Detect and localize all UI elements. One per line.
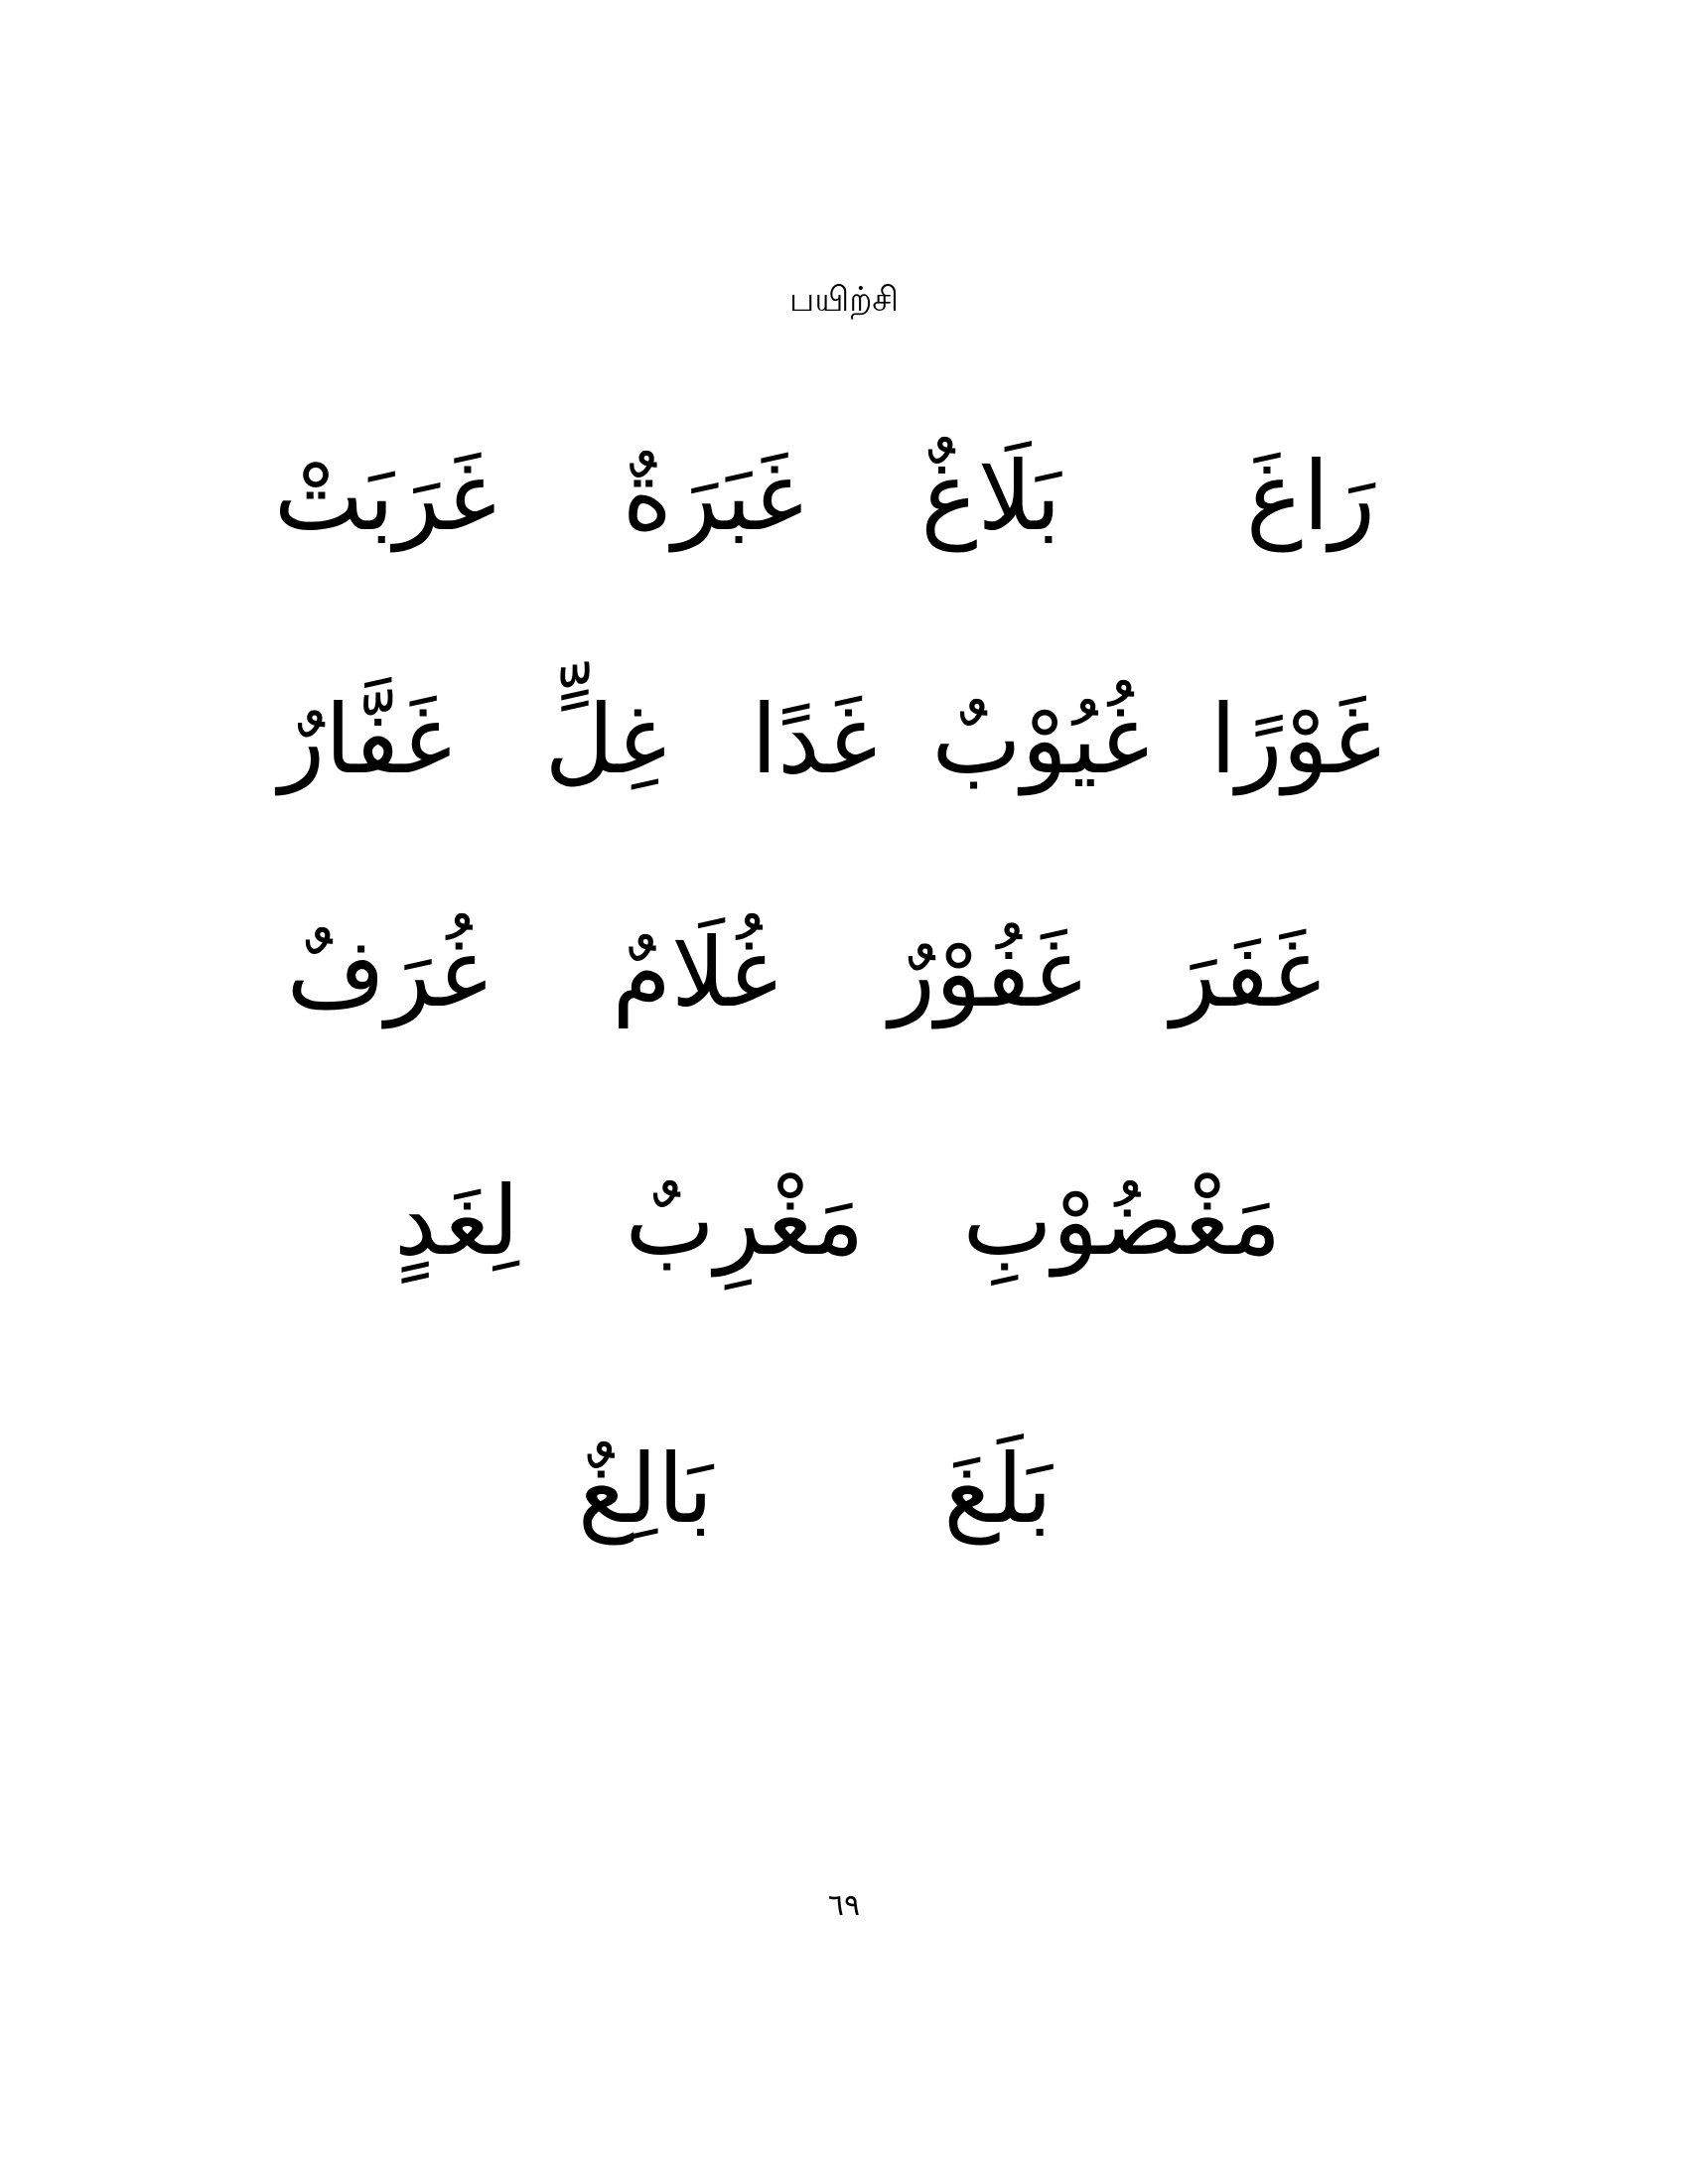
arabic-word: غَبَرَةٌ xyxy=(622,441,804,552)
arabic-word: غُلَامٌ xyxy=(612,917,778,1028)
word-row-4 xyxy=(0,1122,1688,1320)
word-row-1 xyxy=(0,397,1688,596)
arabic-word: بَلَغَ xyxy=(943,1433,1053,1545)
word-row-3 xyxy=(0,874,1688,1072)
arabic-word: رَاغَ xyxy=(1245,441,1376,552)
word-row-2 xyxy=(0,640,1688,839)
arabic-word: لِغَدٍ xyxy=(394,1165,519,1277)
arabic-word: بَالِغٌ xyxy=(577,1433,714,1545)
word-row-5 xyxy=(0,1390,1688,1588)
arabic-word: غَرَبَتْ xyxy=(273,441,497,552)
arabic-word: غَفُوْرٌ xyxy=(889,917,1083,1028)
arabic-word: غَدًا xyxy=(751,684,878,795)
arabic-word: غَفَّارٌ xyxy=(278,684,453,795)
arabic-word: غُيُوْبٌ xyxy=(931,684,1150,795)
arabic-word: بَلَاغٌ xyxy=(920,441,1061,552)
arabic-word: غَفَرَ xyxy=(1171,917,1322,1028)
arabic-word: غُرَفٌ xyxy=(286,917,489,1028)
page-number: ٦٩ xyxy=(827,1888,861,1923)
arabic-word: مَغْضُوْبِ xyxy=(962,1165,1282,1277)
page-heading: பயிற்சி xyxy=(789,281,899,319)
arabic-word: مَغْرِبٌ xyxy=(625,1165,865,1277)
arabic-word: غِلٍّ xyxy=(544,684,667,795)
arabic-word: غَوْرًا xyxy=(1209,684,1382,795)
